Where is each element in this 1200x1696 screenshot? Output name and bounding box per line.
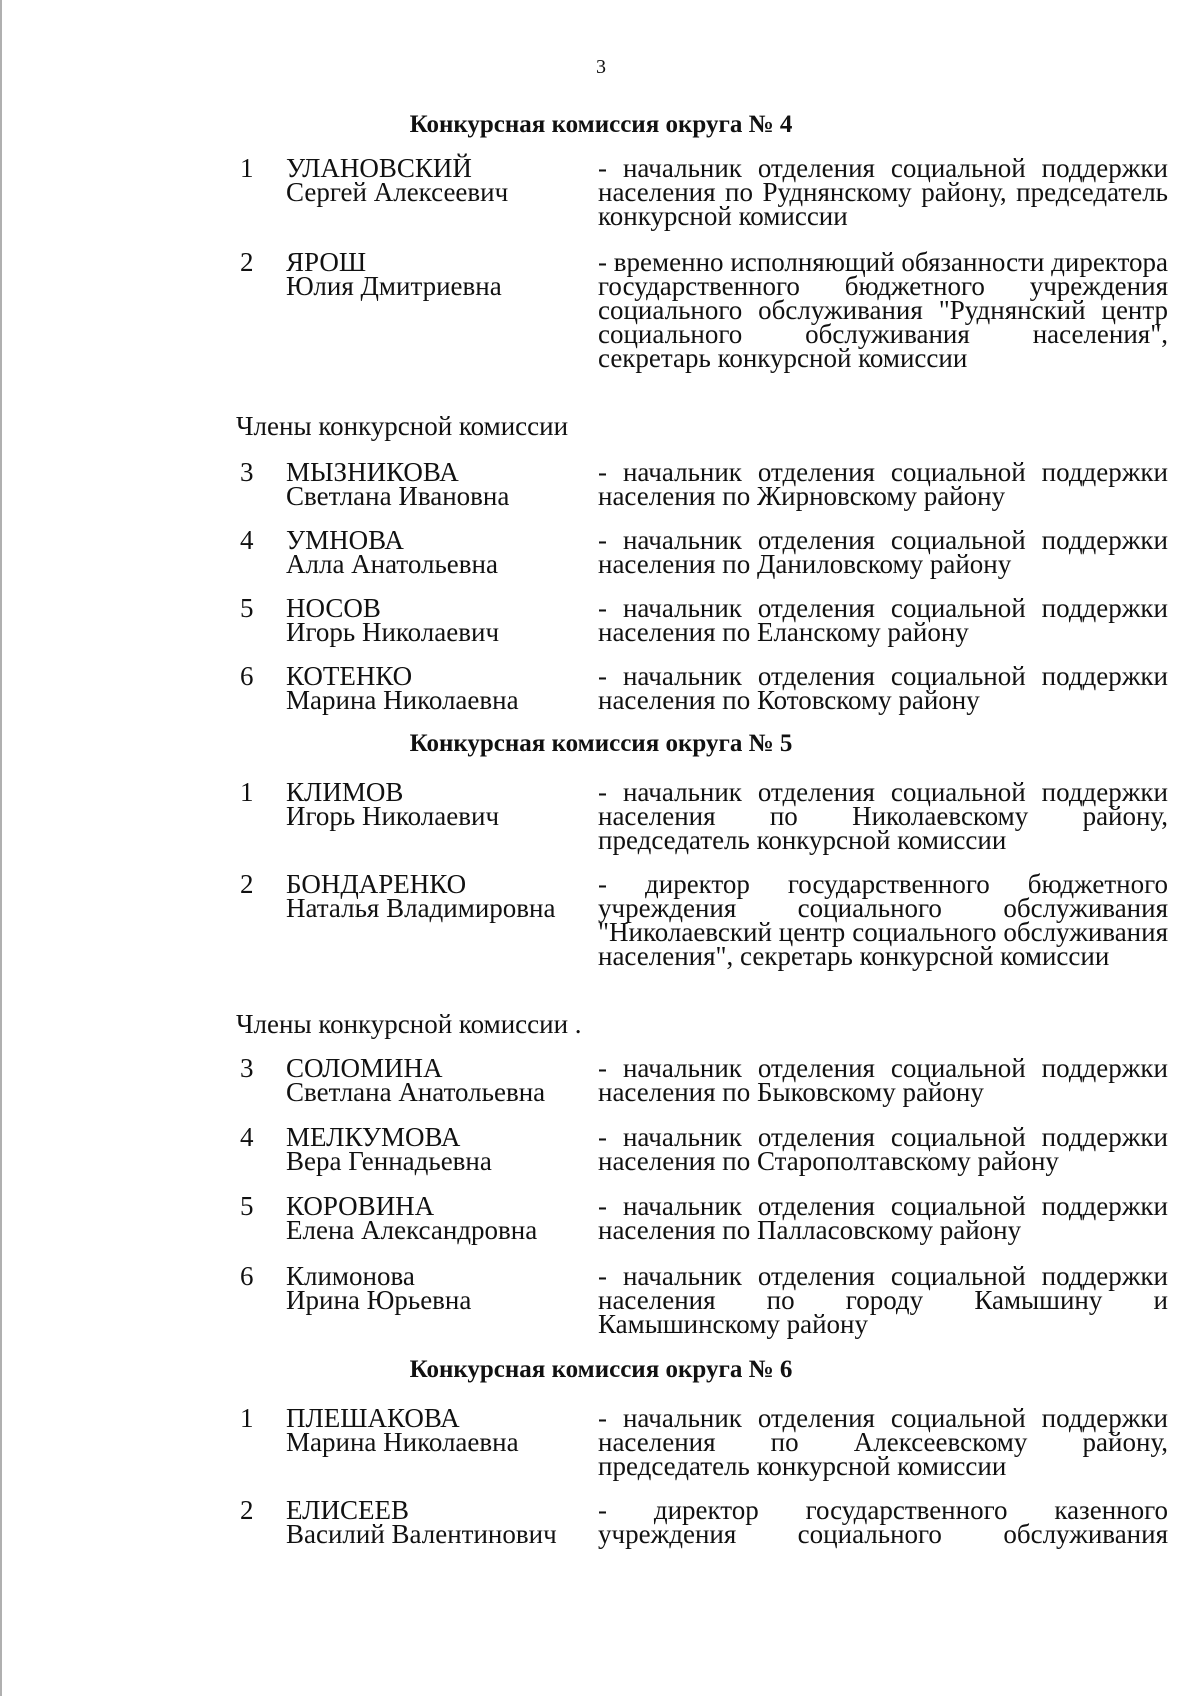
member-role: - временно исполняющий обязанности директора государственного бюджетного учреждения социального обслуживания "Руднянский центр социального обслуживания населения", секретарь конкурсной комиссии xyxy=(598,247,1168,373)
member-number: 2 xyxy=(240,1495,254,1525)
member-number: 5 xyxy=(240,593,254,623)
member-surname: УЛАНОВСКИЙ xyxy=(286,153,472,183)
member-surname: КЛИМОВ xyxy=(286,777,404,807)
commission-5-heading: Конкурсная комиссия округа № 5 xyxy=(409,730,793,757)
member-number: 4 xyxy=(240,1122,254,1152)
member-given-name: Елена Александровна xyxy=(286,1215,538,1245)
member-role: - директор государственного бюджетного учреждения социального обслуживания "Николаевский центр социального обслуживания населения", секретарь конкурсной комиссии xyxy=(598,869,1168,971)
member-role: - начальник отделения социальной поддержки населения по Котовскому району xyxy=(598,661,1168,715)
member-role: - начальник отделения социальной поддержки населения по Палласовскому району xyxy=(598,1191,1168,1245)
member-name xyxy=(286,1495,596,1549)
member-surname: ПЛЕШАКОВА xyxy=(286,1403,460,1433)
member-surname: МЕЛКУМОВА xyxy=(286,1122,461,1152)
commission-6-heading: Конкурсная комиссия округа № 6 xyxy=(409,1356,793,1383)
member-given-name: Светлана Ивановна xyxy=(286,481,510,511)
member-name xyxy=(286,1261,596,1315)
member-surname: УМНОВА xyxy=(286,525,404,555)
member-given-name: Ирина Юрьевна xyxy=(286,1285,472,1315)
member-role: - начальник отделения социальной поддержки населения по городу Камышину и Камышинскому району xyxy=(598,1261,1168,1339)
member-given-name: Игорь Николаевич xyxy=(286,617,500,647)
member-role: - начальник отделения социальной поддержки населения по Николаевскому району, председатель конкурсной комиссии xyxy=(598,777,1168,855)
member-given-name: Алла Анатольевна xyxy=(286,549,498,579)
member-given-name: Светлана Анатольевна xyxy=(286,1077,546,1107)
member-number: 6 xyxy=(240,661,254,691)
member-number: 6 xyxy=(240,1261,254,1291)
member-name xyxy=(286,153,596,207)
member-name xyxy=(286,661,596,715)
member-given-name: Марина Николаевна xyxy=(286,1427,519,1457)
member-surname: БОНДАРЕНКО xyxy=(286,869,467,899)
member-name xyxy=(286,869,596,923)
member-surname: ЯРОШ xyxy=(286,247,367,277)
member-role: - директор государственного казенного учреждения социального обслуживания xyxy=(598,1495,1168,1549)
member-given-name: Василий Валентинович xyxy=(286,1519,557,1549)
member-surname: ЕЛИСЕЕВ xyxy=(286,1495,409,1525)
member-role: - начальник отделения социальной поддержки населения по Старополтавскому району xyxy=(598,1122,1168,1176)
member-surname: КОРОВИНА xyxy=(286,1191,435,1221)
member-number: 2 xyxy=(240,869,254,899)
member-number: 3 xyxy=(240,1053,254,1083)
members-label: Члены конкурсной комиссии xyxy=(236,411,569,441)
member-name xyxy=(286,1053,596,1107)
member-number: 1 xyxy=(240,153,254,183)
member-name xyxy=(286,1191,596,1245)
member-number: 5 xyxy=(240,1191,254,1221)
member-given-name: Сергей Алексеевич xyxy=(286,177,509,207)
member-number: 4 xyxy=(240,525,254,555)
member-name xyxy=(286,1122,596,1176)
member-number: 3 xyxy=(240,457,254,487)
member-name xyxy=(286,593,596,647)
member-surname: МЫЗНИКОВА xyxy=(286,457,459,487)
member-role: - начальник отделения социальной поддержки населения по Алексеевскому району, председатель конкурсной комиссии xyxy=(598,1403,1168,1481)
member-role: - начальник отделения социальной поддержки населения по Быковскому району xyxy=(598,1053,1168,1107)
member-name xyxy=(286,1403,596,1457)
member-number: 1 xyxy=(240,777,254,807)
member-name xyxy=(286,525,596,579)
member-given-name: Вера Геннадьевна xyxy=(286,1146,492,1176)
member-name xyxy=(286,457,596,511)
member-given-name: Марина Николаевна xyxy=(286,685,519,715)
member-given-name: Наталья Владимировна xyxy=(286,893,556,923)
member-surname: КОТЕНКО xyxy=(286,661,413,691)
member-surname: Климонова xyxy=(286,1261,415,1291)
member-name xyxy=(286,777,596,831)
page-number: 3 xyxy=(596,56,606,78)
commission-4-heading: Конкурсная комиссия округа № 4 xyxy=(409,111,793,138)
member-given-name: Игорь Николаевич xyxy=(286,801,500,831)
member-number: 1 xyxy=(240,1403,254,1433)
member-surname: СОЛОМИНА xyxy=(286,1053,443,1083)
member-role: - начальник отделения социальной поддержки населения по Еланскому району xyxy=(598,593,1168,647)
member-role: - начальник отделения социальной поддержки населения по Жирновскому району xyxy=(598,457,1168,511)
member-role: - начальник отделения социальной поддержки населения по Даниловскому району xyxy=(598,525,1168,579)
member-surname: НОСОВ xyxy=(286,593,381,623)
member-number: 2 xyxy=(240,247,254,277)
member-role: - начальник отделения социальной поддержки населения по Руднянскому району, председатель конкурсной комиссии xyxy=(598,153,1168,231)
members-label: Члены конкурсной комиссии . xyxy=(236,1009,582,1039)
member-name xyxy=(286,247,596,301)
member-given-name: Юлия Дмитриевна xyxy=(286,271,502,301)
